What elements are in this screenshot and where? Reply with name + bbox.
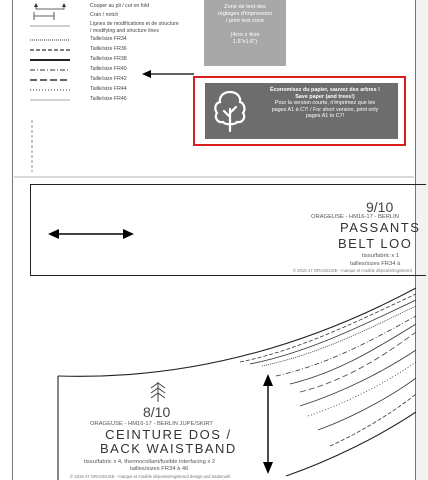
piece-reference: ORAGEUSE - HM16-17 - BERLIN <box>311 214 399 220</box>
notice-text <box>253 87 397 120</box>
legend-label: Taille/size FR40 <box>90 66 127 72</box>
legend-label: Couper au pli / cut on fold <box>90 3 150 9</box>
legend-label: Taille/size FR42 <box>90 76 127 82</box>
legend-label: Cran / notch <box>90 12 119 18</box>
test-zone-line: / print test zone <box>225 18 265 24</box>
piece-sizes: tailles/sizes FR34 à <box>350 261 401 267</box>
notice-line: pages A1 à C7! / For short version, print only <box>271 106 379 113</box>
save-paper-notice <box>193 76 406 146</box>
legend-label: Lignes de modifications et de structure <box>90 21 179 27</box>
fold-symbol-icon <box>28 3 72 11</box>
legend-size-fr44 <box>24 86 214 96</box>
notch-symbol-icon <box>28 12 72 20</box>
size-line-icon <box>28 76 72 84</box>
notice-title-en: Save paper (and trees!) <box>295 93 355 100</box>
piece-name-en: BACK WAISTBAND <box>100 441 237 456</box>
print-test-zone <box>204 0 286 66</box>
legend-label: Taille/size FR34 <box>90 36 127 42</box>
test-zone-size: 1.6"x1.6") <box>232 39 258 45</box>
piece-copyright: © 2016-17 ORAGEUSE - marque et modèle déposés/registered design and trademark <box>70 474 231 479</box>
piece-name: BELT LOO <box>338 236 413 251</box>
piece-name <box>100 428 237 456</box>
piece-name-fr: CEINTURE DOS / <box>105 427 232 442</box>
notice-line: Pour la version courte, n'imprimez que les <box>274 100 376 107</box>
size-line-icon <box>28 46 72 54</box>
grainline-arrow-icon <box>48 226 134 242</box>
pointer-arrow-icon <box>142 68 196 80</box>
grainline-tree-icon <box>147 380 169 404</box>
piece-copyright: © 2016-17 ORAGEUSE - marque et modèle déposés/registered <box>293 268 412 273</box>
page-divider <box>14 175 414 179</box>
size-line-icon <box>28 86 72 94</box>
legend-label: Taille/size FR36 <box>90 46 127 52</box>
size-line-icon <box>28 56 72 64</box>
legend-size-fr38 <box>24 56 214 66</box>
size-line-icon <box>28 36 72 44</box>
legend-size-fr46 <box>24 96 214 106</box>
test-zone-line: Zone de test des <box>224 4 266 10</box>
legend-label: Taille/size FR44 <box>90 86 127 92</box>
tree-icon <box>211 89 249 133</box>
piece-number: 8/10 <box>143 404 171 420</box>
test-zone-line: réglages d'impression <box>217 11 273 17</box>
test-zone-size: (4cm x 4cm <box>230 32 260 38</box>
piece-sizes: tailles/sizes FR34 à 46 <box>130 466 189 472</box>
legend-label: / modifying and structure lines <box>90 28 159 34</box>
legend-size-fr34 <box>24 36 214 46</box>
notice-title-fr: Économisez du papier, sauvez des arbres ! <box>270 87 380 93</box>
notice-line: pages A1 to C7! <box>305 113 345 120</box>
piece-reference: ORAGEUSE - HM16-17 - BERLIN JUPE/SKIRT <box>90 421 213 427</box>
legend-label: Taille/size FR38 <box>90 56 127 62</box>
legend-label: Taille/size FR46 <box>90 96 127 102</box>
piece-name: PASSANTS <box>340 220 421 235</box>
legend-size-fr36 <box>24 46 214 56</box>
size-line-icon <box>28 66 72 74</box>
structure-line <box>30 120 34 180</box>
size-line-icon <box>28 96 72 104</box>
piece-number: 9/10 <box>366 199 394 215</box>
piece-quantity: tissu/fabric x 4, thermocollant/fusible interfacing x 2 <box>84 459 216 465</box>
notice-box <box>205 83 398 139</box>
piece-quantity: tissu/fabric x 1 <box>362 253 400 259</box>
